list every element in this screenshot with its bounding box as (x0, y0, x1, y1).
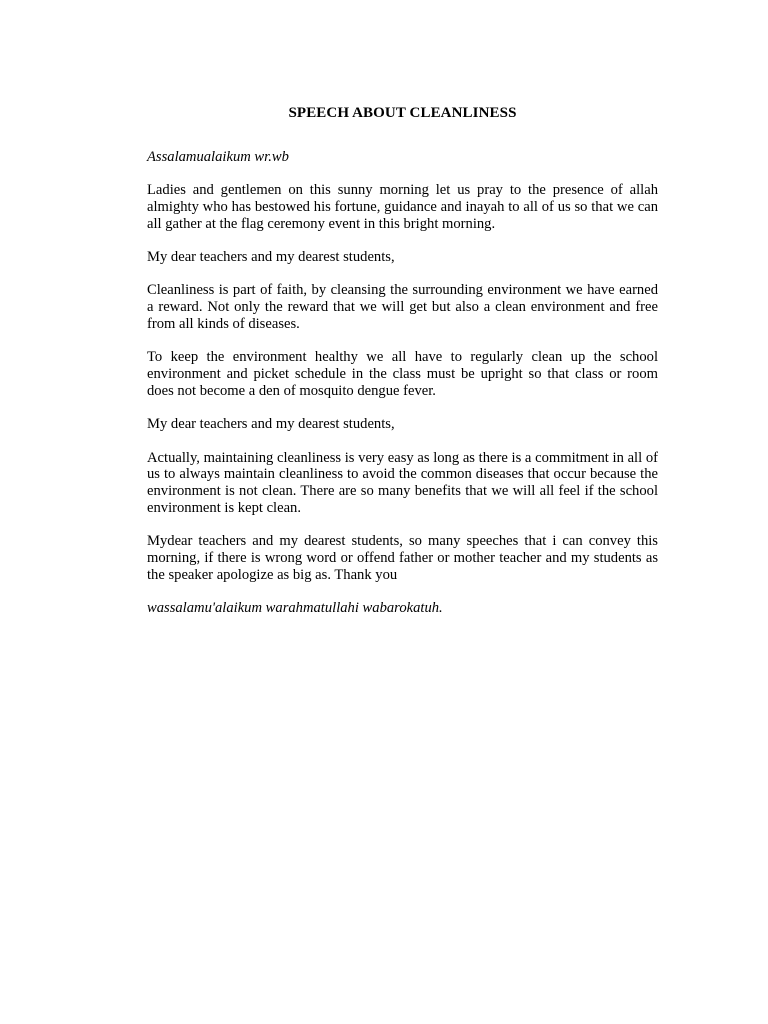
document-body (147, 104, 658, 633)
paragraph-environment-healthy: To keep the environment healthy we all have to regularly clean up the school environment and picket schedule in the class must be upright so that class or room does not become a den of mosquito dengue fever. (147, 349, 658, 399)
paragraph-address-2: My dear teachers and my dearest students, (147, 416, 395, 433)
paragraph-address-1: My dear teachers and my dearest students, (147, 249, 395, 266)
closing-line: wassalamu'alaikum warahmatullahi wabarokatuh. (147, 600, 443, 617)
paragraph-cleanliness-faith: Cleanliness is part of faith, by cleansing the surrounding environment we have earned a reward. Not only the reward that we will get but also a clean environment and free from all kinds of diseases. (147, 282, 658, 333)
greeting-line: Assalamualaikum wr.wb (147, 149, 289, 165)
document-title: SPEECH ABOUT CLEANLINESS (288, 105, 517, 121)
paragraph-apology: Mydear teachers and my dearest students, so many speeches that i can convey this morning, if there is wrong word or offend father or mother teacher and my students as the speaker apologize as big as. Thank you (147, 533, 658, 583)
paragraph-opening: Ladies and gentlemen on this sunny morning let us pray to the presence of allah almighty who has bestowed his fortune, guidance and inayah to all of us so that we can all gather at the flag ceremony event in this bright morning. (147, 182, 658, 232)
paragraph-maintaining: Actually, maintaining cleanliness is very easy as long as there is a commitment in all of us to always maintain cleanliness to avoid the common diseases that occur because the environment is not clean. There are so many benefits that we will all feel if the school environment is kept clean. (147, 449, 658, 516)
